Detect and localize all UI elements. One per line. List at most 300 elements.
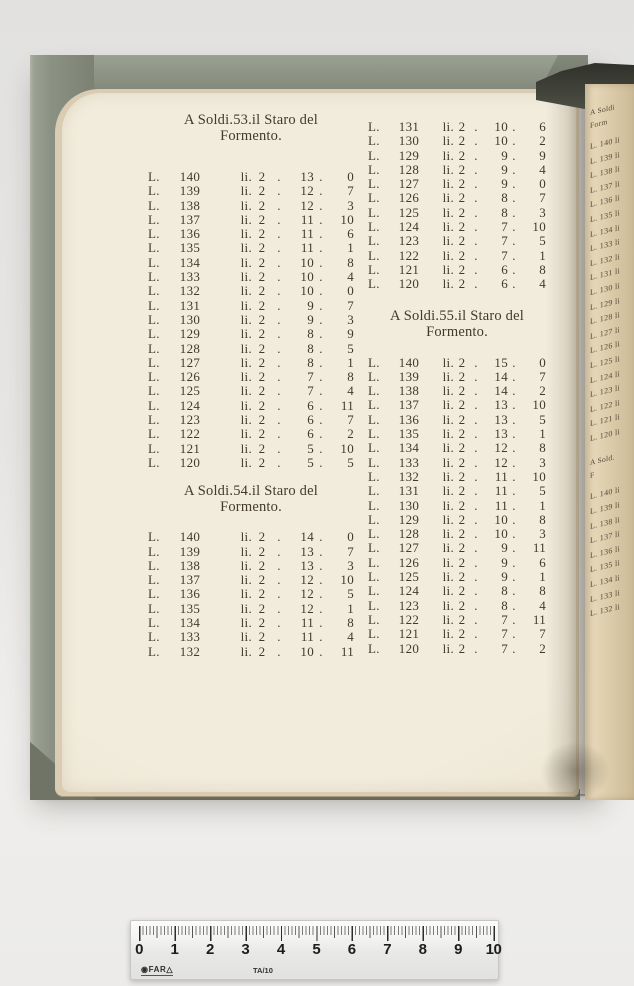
- row-denari-value: 8: [347, 615, 354, 631]
- row-li-label: li.: [442, 276, 454, 292]
- row-separator: .: [319, 397, 323, 413]
- row-lire-2: 2: [258, 340, 266, 356]
- row-separator: .: [474, 497, 478, 513]
- row-separator: .: [512, 233, 516, 249]
- row-label: L.: [148, 412, 160, 428]
- row-label: L.: [148, 269, 160, 285]
- row-li-label: li.: [240, 454, 252, 470]
- row-soldi-value: 8: [501, 583, 508, 599]
- row-separator: .: [474, 204, 478, 220]
- table-row: [368, 234, 546, 248]
- row-lire-value: 133: [398, 454, 420, 470]
- table-row: [368, 277, 546, 291]
- row-li-label: li.: [240, 354, 252, 370]
- row-denari-value: 4: [539, 161, 546, 177]
- row-lire-2: 2: [458, 554, 466, 570]
- row-separator: .: [319, 629, 323, 645]
- row-lire-value: 124: [398, 583, 420, 599]
- row-denari-value: 10: [340, 572, 354, 588]
- table-row: [148, 587, 354, 601]
- row-soldi-value: 13: [494, 397, 508, 413]
- row-denari-value: 1: [539, 426, 546, 442]
- row-separator: .: [474, 426, 478, 442]
- row-li-label: li.: [442, 119, 454, 134]
- row-soldi-value: 12: [300, 197, 314, 213]
- section-title-line1: A Soldi.55.il Staro del: [390, 307, 524, 324]
- row-li-label: li.: [442, 204, 454, 220]
- row-denari-value: 7: [347, 297, 354, 313]
- facing-page-text: [590, 92, 634, 622]
- ruler-model-label: TA/10: [253, 966, 273, 975]
- row-lire-2: 2: [258, 557, 266, 573]
- row-denari-value: 0: [347, 529, 354, 545]
- row-li-label: li.: [442, 397, 454, 413]
- row-denari-value: 7: [539, 190, 546, 206]
- table-row: [368, 570, 546, 584]
- row-lire-value: 128: [398, 526, 420, 542]
- row-soldi-value: 7: [501, 219, 508, 235]
- row-denari-value: 2: [539, 640, 546, 656]
- table-row: [148, 256, 354, 270]
- row-li-label: li.: [442, 426, 454, 442]
- row-lire-2: 2: [458, 119, 466, 134]
- row-lire-value: 125: [398, 569, 420, 585]
- ruler-number: 8: [418, 941, 427, 958]
- row-separator: .: [277, 240, 281, 256]
- row-lire-2: 2: [258, 440, 266, 456]
- table-row: [368, 120, 546, 134]
- section-rows-soldi-54-part2: [368, 112, 546, 292]
- row-soldi-value: 12: [494, 454, 508, 470]
- row-label: L.: [148, 454, 160, 470]
- row-separator: .: [474, 411, 478, 427]
- table-row: [368, 370, 546, 384]
- row-denari-value: 3: [347, 557, 354, 573]
- row-separator: .: [277, 557, 281, 573]
- row-lire-value: 124: [398, 219, 420, 235]
- row-soldi-value: 9: [501, 554, 508, 570]
- facing-table-row: L. 132 li: [590, 251, 621, 268]
- row-li-label: li.: [442, 383, 454, 399]
- row-separator: .: [512, 554, 516, 570]
- row-denari-value: 8: [347, 369, 354, 385]
- row-soldi-value: 9: [501, 176, 508, 192]
- facing-rows-bottom: [590, 477, 634, 622]
- row-separator: .: [474, 554, 478, 570]
- table-row: [368, 584, 546, 598]
- row-label: L.: [368, 276, 380, 292]
- row-soldi-value: 7: [501, 611, 508, 627]
- row-separator: .: [512, 397, 516, 413]
- row-separator: .: [512, 204, 516, 220]
- facing-table-row: L. 133 li: [590, 237, 621, 254]
- row-separator: .: [512, 497, 516, 513]
- row-separator: .: [277, 397, 281, 413]
- facing-table-row: L. 137 li: [590, 178, 621, 195]
- row-soldi-value: 10: [494, 133, 508, 149]
- row-denari-value: 8: [347, 254, 354, 270]
- row-separator: .: [474, 611, 478, 627]
- row-li-label: li.: [240, 600, 252, 616]
- row-lire-2: 2: [458, 640, 466, 656]
- row-denari-value: 2: [539, 383, 546, 399]
- row-label: L.: [368, 383, 380, 399]
- facing-table-row: L. 129 li: [590, 295, 621, 312]
- row-lire-value: 124: [179, 397, 201, 413]
- row-separator: .: [474, 190, 478, 206]
- row-soldi-value: 6: [307, 412, 314, 428]
- row-denari-value: 6: [539, 554, 546, 570]
- row-separator: .: [474, 597, 478, 613]
- ruler-number: 5: [312, 941, 321, 958]
- row-separator: .: [277, 254, 281, 270]
- ruler-tick-strip: [139, 926, 495, 941]
- row-soldi-value: 12: [300, 600, 314, 616]
- table-row: [368, 499, 546, 513]
- row-label: L.: [148, 557, 160, 573]
- ruler-number: 3: [241, 941, 250, 958]
- row-label: L.: [148, 369, 160, 385]
- facing-table-row: L. 125 li: [590, 353, 621, 370]
- row-separator: .: [474, 540, 478, 556]
- row-label: L.: [368, 526, 380, 542]
- row-lire-2: 2: [458, 440, 466, 456]
- row-lire-2: 2: [258, 240, 266, 256]
- row-denari-value: 6: [347, 226, 354, 242]
- row-separator: .: [512, 383, 516, 399]
- table-row: [368, 541, 546, 555]
- row-separator: .: [319, 211, 323, 227]
- row-lire-value: 136: [179, 226, 201, 242]
- row-lire-value: 137: [398, 397, 420, 413]
- row-soldi-value: 10: [300, 269, 314, 285]
- row-lire-value: 129: [398, 511, 420, 527]
- row-separator: .: [512, 483, 516, 499]
- row-denari-value: 1: [347, 354, 354, 370]
- row-separator: .: [319, 254, 323, 270]
- row-soldi-value: 12: [300, 572, 314, 588]
- row-separator: .: [277, 297, 281, 313]
- row-separator: .: [474, 161, 478, 177]
- row-lire-value: 135: [398, 426, 420, 442]
- row-li-label: li.: [442, 540, 454, 556]
- row-li-label: li.: [442, 440, 454, 456]
- row-denari-value: 5: [347, 586, 354, 602]
- row-lire-value: 138: [179, 557, 201, 573]
- row-label: L.: [148, 397, 160, 413]
- row-lire-2: 2: [258, 615, 266, 631]
- row-lire-2: 2: [258, 643, 266, 659]
- row-soldi-value: 13: [300, 557, 314, 573]
- ruler-number: 7: [383, 941, 392, 958]
- row-separator: .: [319, 240, 323, 256]
- ruler-number: 0: [135, 941, 143, 958]
- row-label: L.: [368, 569, 380, 585]
- row-separator: .: [474, 368, 478, 384]
- row-separator: .: [512, 626, 516, 642]
- row-soldi-value: 14: [494, 368, 508, 384]
- row-lire-value: 134: [179, 254, 201, 270]
- row-li-label: li.: [442, 640, 454, 656]
- section-title-line1: A Soldi.54.il Staro del: [184, 483, 318, 500]
- row-soldi-value: 11: [300, 629, 314, 645]
- row-li-label: li.: [442, 219, 454, 235]
- row-label: L.: [368, 190, 380, 206]
- row-denari-value: 2: [347, 426, 354, 442]
- row-label: L.: [368, 483, 380, 499]
- table-row: [368, 413, 546, 427]
- row-separator: .: [474, 247, 478, 263]
- row-lire-value: 121: [398, 261, 420, 277]
- row-label: L.: [148, 572, 160, 588]
- row-separator: .: [474, 176, 478, 192]
- row-label: L.: [148, 340, 160, 356]
- row-li-label: li.: [240, 283, 252, 299]
- row-soldi-value: 11: [494, 497, 508, 513]
- row-denari-value: 5: [539, 233, 546, 249]
- facing-table-row: L. 121 li: [590, 412, 621, 429]
- row-lire-2: 2: [458, 397, 466, 413]
- section-title-line2: Formento.: [220, 128, 282, 144]
- row-li-label: li.: [240, 557, 252, 573]
- facing-table-row: L. 130 li: [590, 281, 621, 297]
- row-denari-value: 8: [539, 261, 546, 277]
- row-soldi-value: 8: [307, 354, 314, 370]
- row-soldi-value: 10: [300, 283, 314, 299]
- ruler-brand-row: [141, 965, 481, 977]
- row-separator: .: [512, 276, 516, 292]
- row-denari-value: 1: [539, 497, 546, 513]
- table-row: [148, 227, 354, 241]
- row-label: L.: [368, 354, 380, 370]
- row-separator: .: [474, 440, 478, 456]
- row-soldi-value: 7: [501, 233, 508, 249]
- table-row: [368, 470, 546, 484]
- facing-table-row: L. 140 li: [590, 485, 621, 502]
- row-li-label: li.: [442, 454, 454, 470]
- book-gutter-shadow: [546, 96, 586, 796]
- table-row: [368, 599, 546, 613]
- row-separator: .: [512, 583, 516, 599]
- row-lire-2: 2: [258, 543, 266, 559]
- table-row: [148, 413, 354, 427]
- row-lire-2: 2: [458, 233, 466, 249]
- row-lire-value: 123: [398, 233, 420, 249]
- row-separator: .: [512, 161, 516, 177]
- row-lire-value: 140: [179, 169, 201, 184]
- row-label: L.: [148, 440, 160, 456]
- row-label: L.: [148, 529, 160, 545]
- facing-table-row: L. 133 li: [590, 587, 621, 604]
- row-lire-2: 2: [258, 586, 266, 602]
- row-label: L.: [368, 497, 380, 513]
- row-li-label: li.: [240, 397, 252, 413]
- table-row: [148, 602, 354, 616]
- row-label: L.: [368, 554, 380, 570]
- table-row: [148, 213, 354, 227]
- row-soldi-value: 7: [501, 247, 508, 263]
- row-lire-2: 2: [258, 454, 266, 470]
- row-soldi-value: 11: [300, 615, 314, 631]
- row-lire-value: 138: [398, 383, 420, 399]
- row-lire-2: 2: [258, 412, 266, 428]
- row-denari-value: 5: [539, 411, 546, 427]
- row-separator: .: [319, 412, 323, 428]
- row-denari-value: 10: [340, 440, 354, 456]
- row-soldi-value: 9: [501, 161, 508, 177]
- table-row: [368, 556, 546, 570]
- row-li-label: li.: [442, 368, 454, 384]
- table-row: [148, 356, 354, 370]
- table-row: [368, 427, 546, 441]
- row-denari-value: 11: [340, 643, 354, 659]
- row-separator: .: [319, 383, 323, 399]
- row-separator: .: [512, 133, 516, 149]
- table-row: [368, 191, 546, 205]
- row-li-label: li.: [240, 412, 252, 428]
- row-label: L.: [148, 543, 160, 559]
- section-header-soldi-54: [148, 483, 354, 515]
- row-lire-value: 133: [179, 269, 201, 285]
- row-label: L.: [368, 368, 380, 384]
- table-row: [368, 149, 546, 163]
- row-separator: .: [319, 297, 323, 313]
- row-lire-2: 2: [258, 269, 266, 285]
- row-li-label: li.: [240, 440, 252, 456]
- table-row: [148, 313, 354, 327]
- row-separator: .: [277, 529, 281, 545]
- row-denari-value: 7: [539, 626, 546, 642]
- row-lire-2: 2: [258, 572, 266, 588]
- row-separator: .: [474, 483, 478, 499]
- ruler-number: 1: [170, 941, 179, 958]
- table-row: [148, 384, 354, 398]
- table-row: [368, 441, 546, 455]
- table-row: [148, 299, 354, 313]
- row-denari-value: 7: [347, 183, 354, 199]
- row-label: L.: [368, 511, 380, 527]
- row-label: L.: [368, 611, 380, 627]
- row-soldi-value: 12: [300, 183, 314, 199]
- row-soldi-value: 9: [501, 147, 508, 163]
- row-separator: .: [474, 397, 478, 413]
- row-separator: .: [474, 133, 478, 149]
- row-denari-value: 1: [347, 240, 354, 256]
- row-lire-2: 2: [258, 211, 266, 227]
- row-separator: .: [474, 454, 478, 470]
- row-li-label: li.: [442, 526, 454, 542]
- row-lire-2: 2: [458, 497, 466, 513]
- row-separator: .: [512, 119, 516, 134]
- row-lire-value: 135: [179, 240, 201, 256]
- row-soldi-value: 9: [501, 569, 508, 585]
- row-lire-2: 2: [458, 468, 466, 484]
- row-separator: .: [319, 557, 323, 573]
- row-denari-value: 5: [347, 340, 354, 356]
- row-li-label: li.: [442, 411, 454, 427]
- row-separator: .: [277, 586, 281, 602]
- table-row: [368, 134, 546, 148]
- row-lire-2: 2: [258, 311, 266, 327]
- table-row: [368, 384, 546, 398]
- table-row: [368, 627, 546, 641]
- row-separator: .: [277, 426, 281, 442]
- row-separator: .: [277, 311, 281, 327]
- row-soldi-value: 14: [494, 383, 508, 399]
- row-lire-2: 2: [258, 629, 266, 645]
- row-soldi-value: 5: [307, 440, 314, 456]
- row-separator: .: [277, 326, 281, 342]
- row-separator: .: [277, 283, 281, 299]
- facing-section-header: A Soldi: [590, 102, 615, 117]
- row-lire-2: 2: [258, 297, 266, 313]
- row-soldi-value: 8: [307, 326, 314, 342]
- row-lire-2: 2: [258, 197, 266, 213]
- row-separator: .: [512, 526, 516, 542]
- table-row: [368, 513, 546, 527]
- row-denari-value: 11: [532, 611, 546, 627]
- row-lire-2: 2: [458, 569, 466, 585]
- row-lire-2: 2: [458, 276, 466, 292]
- facing-table-row: L. 136 li: [590, 543, 621, 560]
- row-li-label: li.: [240, 369, 252, 385]
- table-row: [368, 356, 546, 370]
- row-separator: .: [512, 597, 516, 613]
- row-lire-value: 137: [179, 572, 201, 588]
- row-separator: .: [474, 261, 478, 277]
- facing-table-row: L. 137 li: [590, 529, 621, 546]
- row-separator: .: [319, 197, 323, 213]
- row-soldi-value: 13: [300, 169, 314, 184]
- row-separator: .: [277, 572, 281, 588]
- row-lire-value: 128: [179, 340, 201, 356]
- row-li-label: li.: [442, 468, 454, 484]
- row-lire-value: 132: [179, 643, 201, 659]
- table-row: [148, 199, 354, 213]
- row-lire-2: 2: [458, 368, 466, 384]
- row-soldi-value: 10: [494, 526, 508, 542]
- row-label: L.: [148, 169, 160, 184]
- row-lire-value: 123: [179, 412, 201, 428]
- row-separator: .: [277, 211, 281, 227]
- row-separator: .: [512, 247, 516, 263]
- row-soldi-value: 6: [501, 261, 508, 277]
- table-row: [148, 573, 354, 587]
- row-label: L.: [148, 615, 160, 631]
- row-separator: .: [512, 261, 516, 277]
- row-separator: .: [277, 169, 281, 184]
- facing-table-row: L. 127 li: [590, 324, 621, 341]
- row-lire-value: 129: [398, 147, 420, 163]
- row-separator: .: [319, 426, 323, 442]
- row-li-label: li.: [442, 483, 454, 499]
- row-li-label: li.: [442, 626, 454, 642]
- row-separator: .: [319, 615, 323, 631]
- facing-table-row: L. 122 li: [590, 397, 621, 414]
- row-separator: .: [512, 454, 516, 470]
- row-denari-value: 1: [347, 600, 354, 616]
- row-lire-value: 130: [398, 497, 420, 513]
- row-soldi-value: 6: [307, 397, 314, 413]
- table-row: [368, 642, 546, 656]
- row-soldi-value: 11: [300, 211, 314, 227]
- row-label: L.: [368, 247, 380, 263]
- row-lire-2: 2: [258, 383, 266, 399]
- row-li-label: li.: [240, 383, 252, 399]
- row-separator: .: [277, 354, 281, 370]
- row-separator: .: [512, 426, 516, 442]
- table-row: [368, 163, 546, 177]
